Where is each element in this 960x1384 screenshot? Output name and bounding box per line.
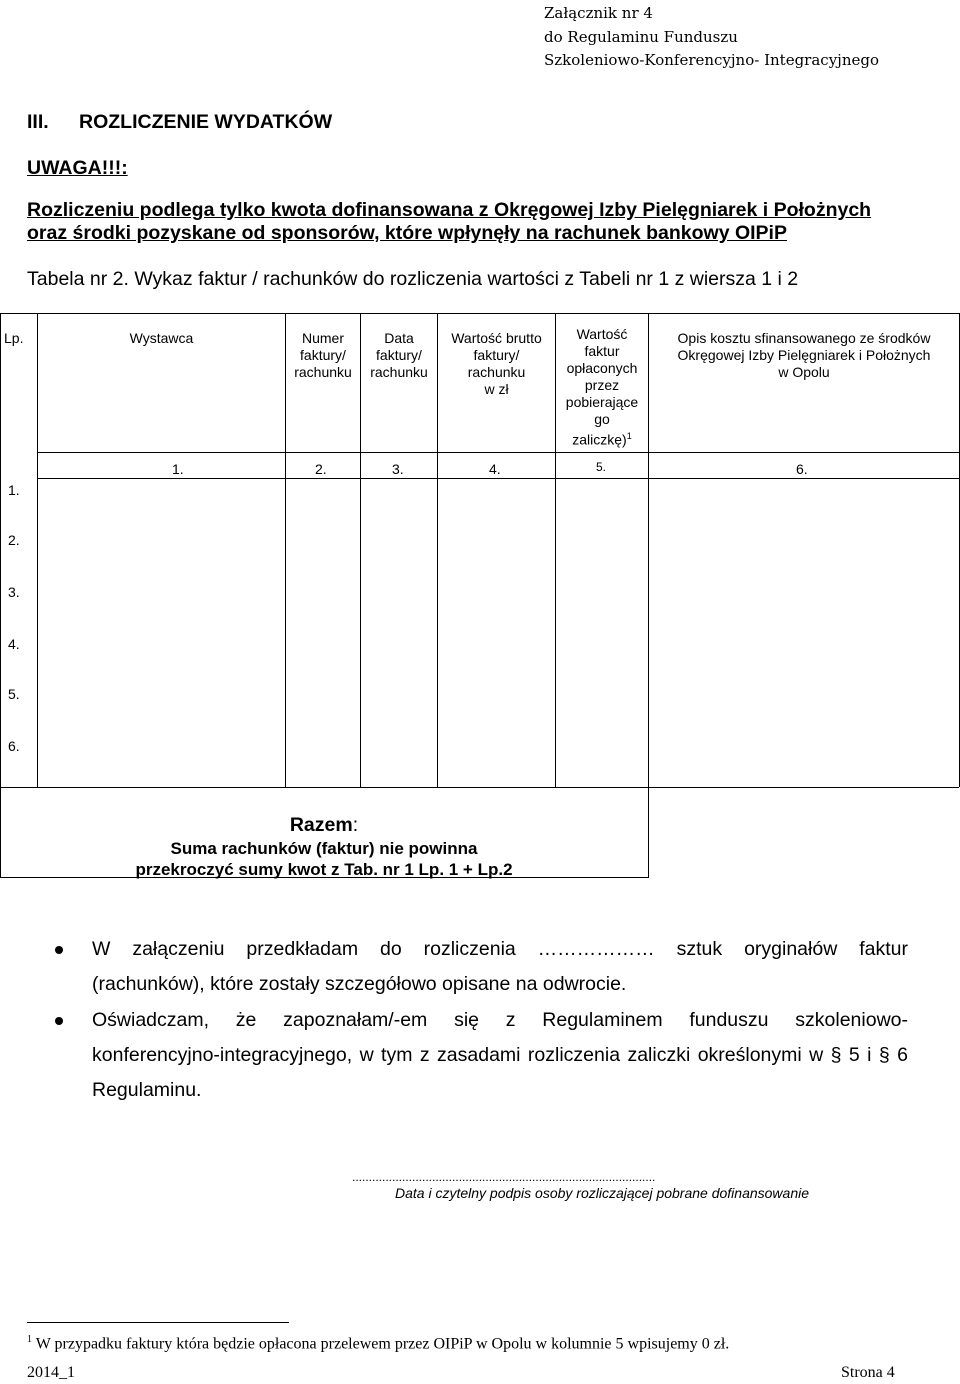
- razem-label: Razem:: [289, 814, 359, 836]
- header-oplacone: Wartość faktur opłaconych przez pobierające go zaliczkę)$^1$: [565, 326, 639, 448]
- header-opis: Opis kosztu sfinansowanego ze środków Okręgowej Izby Pielęgniarek i Położnych w Opolu: [677, 330, 931, 380]
- header-divider: [37, 452, 959, 453]
- rows-divider: [0, 787, 959, 788]
- signature-caption: Data i czytelny podpis osoby rozliczającej pobrane dofinansowanie: [394, 1185, 810, 1201]
- warning-label: UWAGA!!!:: [27, 157, 128, 179]
- col-divider-1: [37, 313, 38, 787]
- col-num-3: 3.: [392, 461, 404, 477]
- bullet-1: [92, 932, 908, 1002]
- attachment-header: [544, 2, 879, 73]
- section-number: III.: [27, 111, 49, 133]
- header-line-1: Załącznik nr 4: [544, 4, 653, 22]
- bullet-1-line-1: W załączeniu przedkładam do rozliczenia ……………… sztuk oryginałów faktur: [92, 938, 908, 960]
- bullet-dot-1: [55, 946, 63, 954]
- footnote-ref: 1: [626, 431, 632, 441]
- table-row: 5.: [8, 686, 20, 702]
- col-divider-6: [648, 313, 649, 878]
- col-divider-3: [360, 313, 361, 787]
- warning-note-line-1: Rozliczeniu podlega tylko kwota dofinansowana z Okręgowej Izby Pielęgniarek i Położnych: [27, 199, 872, 221]
- col-num-1: 1.: [172, 461, 184, 477]
- footer-version: 2014_1: [27, 1364, 75, 1381]
- col-num-4: 4.: [489, 461, 501, 477]
- header-data: Data faktury/ rachunku: [370, 330, 428, 380]
- table-row: 3.: [8, 584, 20, 600]
- table-caption: Tabela nr 2. Wykaz faktur / rachunków do rozliczenia wartości z Tabeli nr 1 z wiersza 1 i 2: [27, 268, 799, 290]
- footnote: [27, 1334, 729, 1353]
- header-line-2: do Regulaminu Funduszu: [544, 27, 738, 46]
- bullet-1-line-2: (rachunków), które zostały szczegółowo opisane na odwrocie.: [92, 973, 627, 995]
- warning-note: [27, 199, 871, 245]
- table-row: 1.: [8, 482, 20, 498]
- col-divider-2: [285, 313, 286, 787]
- section-name: ROZLICZENIE WYDATKÓW: [79, 111, 333, 133]
- col-num-6: 6.: [796, 461, 808, 477]
- table-border-top: [0, 313, 959, 314]
- header-wystawca: Wystawca: [129, 330, 194, 346]
- footnote-text: W przypadku faktury która będzie opłacona przelewem przez OIPiP w Opolu w kolumnie 5 wpisujemy 0 zł.: [32, 1335, 730, 1353]
- footnote-separator: [27, 1322, 289, 1323]
- number-row-divider: [37, 478, 959, 479]
- header-line-3: Szkoleniowo-Konferencyjno- Integracyjnego: [544, 51, 879, 69]
- header-numer: Numer faktury/ rachunku: [294, 330, 352, 380]
- header-lp: Lp.: [4, 330, 24, 346]
- bullet-2: [92, 1003, 908, 1108]
- section-title: [27, 111, 332, 134]
- bullet-2-line-3: Regulaminu.: [92, 1079, 202, 1101]
- bullet-2-line-2: konferencyjno-integracyjnego, w tym z zasadami rozliczenia zaliczki określonymi w § 5 i § 6: [92, 1044, 908, 1066]
- bullet-2-line-1: Oświadczam, że zapoznałam/-em się z Regulaminem funduszu szkoleniowo-: [92, 1009, 908, 1031]
- col-num-2: 2.: [315, 461, 327, 477]
- table-row: 6.: [8, 738, 20, 754]
- footer-page-number: Strona 4: [841, 1364, 895, 1381]
- table-row: 4.: [8, 636, 20, 652]
- razem-note: Suma rachunków (faktur) nie powinna przekroczyć sumy kwot z Tab. nr 1 Lp. 1 + Lp.2: [135, 839, 513, 879]
- table-border-left: [0, 313, 1, 878]
- header-brutto: Wartość brutto faktury/ rachunku w zł: [451, 330, 542, 397]
- col-num-5: 5.: [596, 460, 607, 474]
- signature-dots: ...........................................................................................: [352, 1170, 656, 1184]
- footnote-mark: 1: [27, 1334, 32, 1345]
- warning-note-line-2: oraz środki pozyskane od sponsorów, które wpłynęły na rachunek bankowy OIPiP: [27, 222, 787, 244]
- table-row: 2.: [8, 532, 20, 548]
- bullet-dot-2: [55, 1017, 63, 1025]
